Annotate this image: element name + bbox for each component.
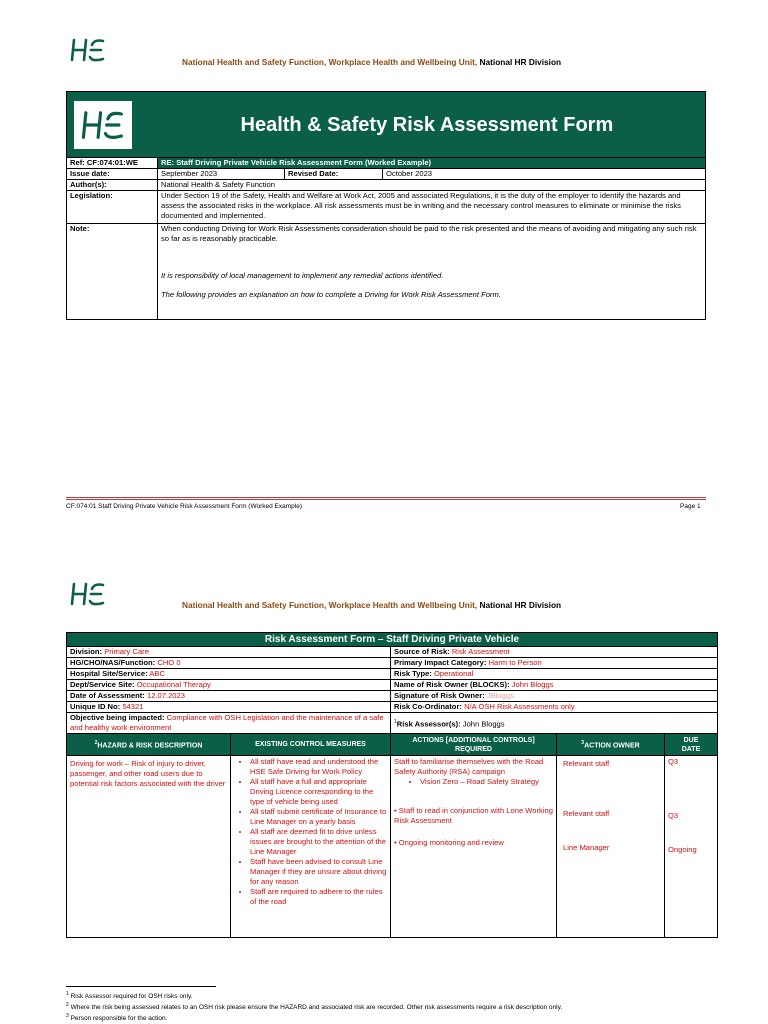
control-measure: • Staff have been advised to consult Line Manager if they are unsure about driving for any reason: [250, 857, 387, 887]
info-right: Source of Risk: Risk Assessment: [391, 647, 718, 658]
page-header-line: [182, 57, 561, 67]
action-owner: Relevant staff: [563, 809, 610, 818]
hse-logo-icon: [81, 109, 125, 141]
info-right: Risk Co-Ordinator: N/A OSH Risk Assessments only: [391, 702, 718, 713]
action-item: • Ongoing monitoring and review: [394, 838, 504, 847]
info-row: [67, 647, 718, 658]
ref-label: Ref: CF:074:01:WE: [67, 158, 158, 169]
page-footer-number: Page 1: [680, 503, 701, 510]
info-row: [67, 669, 718, 680]
info-row: [67, 680, 718, 691]
col-header-due: DUE DATE: [665, 734, 718, 756]
assessor-value: John Bloggs: [462, 719, 505, 729]
author-label: Author(s):: [67, 180, 158, 191]
hse-logo-icon: [70, 37, 106, 63]
hazard-description: Driving for work – Risk of injury to driver, passenger, and other road users due to potential risk factors associated with the driver: [67, 756, 231, 938]
action-subitem: • Vision Zero – Road Safety Strategy: [420, 777, 553, 787]
due-date: Q3: [668, 757, 679, 766]
col-header-hazard: $^2$HAZARD & RISK DESCRIPTION: [67, 734, 231, 756]
action-item: Staff to familiarise themselves with the Road Safety Authority (RSA) campaign: [394, 757, 544, 776]
info-left: Unique ID No: 54321: [67, 702, 391, 713]
info-right: Risk Type: Operational: [391, 669, 718, 680]
risk-assessment-table: [66, 632, 718, 938]
note-line-2: It is responsibility of local management to implement any remedial actions identified.: [161, 271, 444, 280]
action-item: • Staff to read in conjunction with Lone Working Risk Assessment: [394, 806, 553, 825]
objective-cell: [67, 713, 391, 734]
control-measure: • All staff have read and understood the HSE Safe Driving for Work Policy: [250, 757, 387, 777]
header-division: National HR Division: [479, 57, 562, 67]
legislation-value: Under Section 19 of the Safety, Health and Welfare at Work Act, 2005 and associated Regulations, it is the duty of the employer to identify the hazards and assess the associated risks in the workplace. All risk assessments must be in writing and the necessary control measures to eliminate or minimise the risks documented and implemented.: [158, 191, 706, 224]
info-left: Division: Primary Care: [67, 647, 391, 658]
info-left: Hospital Site/Service: ABC: [67, 669, 391, 680]
note-line-1: When conducting Driving for Work Risk Assessments consideration should be paid to the risk presented and the means of avoiding and mitigating any such risk so far as is reasonably practicable.: [161, 224, 697, 243]
objective-label: Objective being impacted:: [70, 713, 165, 722]
due-date: Q3: [668, 811, 679, 820]
legislation-label: Legislation:: [67, 191, 158, 224]
col-header-actions: ACTIONS [ADDITIONAL CONTROLS] REQUIRED: [391, 734, 557, 756]
footnote: $^1$ Risk Assessor required for OSH risks only.: [66, 991, 193, 1001]
due-cell: [665, 756, 718, 938]
issue-value: September 2023: [158, 169, 285, 180]
form-title: Risk Assessment Form – Staff Driving Private Vehicle: [67, 633, 718, 647]
assessor-cell: $^1$Risk Assessor(s): John Bloggs: [391, 713, 718, 734]
header-org: National Health and Safety Function, Workplace Health and Wellbeing Unit,: [182, 57, 478, 67]
footer-rule: [66, 499, 706, 500]
note-line-3: The following provides an explanation on how to complete a Driving for Work Risk Assessment Form.: [161, 290, 501, 299]
col-header-owner: $^3$ACTION OWNER: [557, 734, 665, 756]
due-date: Ongoing: [668, 845, 697, 854]
info-left: Date of Assessment: 12.07.2023: [67, 691, 391, 702]
author-value: National Health & Safety Function: [158, 180, 706, 191]
controls-cell: [231, 756, 391, 938]
note-label: Note:: [67, 224, 158, 320]
controls-list: [234, 757, 387, 907]
footnote: $^2$ Where the risk being assessed relates to an OSH risk please ensure the HAZARD and associated risk are recorded. Other risk assessments require a risk description only.: [66, 1002, 563, 1012]
control-measure: • All staff are deemed fit to drive unless issues are brought to the attention of the Line Manager: [250, 827, 387, 857]
footnotes: [66, 990, 562, 1023]
header-org: National Health and Safety Function, Workplace Health and Wellbeing Unit,: [182, 600, 478, 610]
action-owner: Line Manager: [563, 843, 610, 852]
info-row: [67, 658, 718, 669]
action-owner: Relevant staff: [563, 759, 610, 768]
page-header-line: [182, 600, 561, 610]
info-row: [67, 691, 718, 702]
banner-title: Health & Safety Risk Assessment Form: [240, 113, 614, 136]
issue-label: Issue date:: [67, 169, 158, 180]
info-left: HG/CHO/NAS/Function: CHO 0: [67, 658, 391, 669]
info-row: [67, 702, 718, 713]
ref-value: RE: Staff Driving Private Vehicle Risk Assessment Form (Worked Example): [158, 158, 706, 169]
hse-logo-icon: [70, 581, 106, 607]
assessor-label: Risk Assessor(s):: [396, 719, 461, 729]
revised-label: Revised Date:: [285, 169, 383, 180]
control-measure: • Staff are required to adhere to the rules of the road: [250, 887, 387, 907]
document-control-table: [66, 91, 706, 320]
banner-title-cell: [158, 92, 706, 158]
footer-rule: [66, 497, 706, 498]
header-division: National HR Division: [479, 600, 562, 610]
objective-value: Compliance with OSH Legislation and the maintenance of a safe and healthy work environment: [70, 713, 384, 732]
note-cell: [158, 224, 706, 320]
owners-cell: [557, 756, 665, 938]
col-header-controls: EXISTING CONTROL MEASURES: [231, 734, 391, 756]
footnote-rule: [66, 986, 216, 987]
info-left: Dept/Service Site: Occupational Therapy: [67, 680, 391, 691]
control-measure: • All staff have a full and appropriate Driving Licence corresponding to the type of vehicle being used: [250, 777, 387, 807]
actions-cell: [391, 756, 557, 938]
banner-logo-cell: [67, 92, 158, 158]
revised-value: October 2023: [383, 169, 706, 180]
info-right: Name of Risk Owner (BLOCKS): John Bloggs: [391, 680, 718, 691]
footnote: $^3$ Person responsible for the action.: [66, 1013, 168, 1023]
control-measure: • All staff submit certificate of Insurance to Line Manager on a yearly basis: [250, 807, 387, 827]
info-right: Primary Impact Category: Harm to Person: [391, 658, 718, 669]
page-footer-left: CF:074:01 Staff Driving Private Vehicle Risk Assessment Form (Worked Example): [66, 503, 303, 510]
info-right: Signature of Risk Owner: JBloggs: [391, 691, 718, 702]
